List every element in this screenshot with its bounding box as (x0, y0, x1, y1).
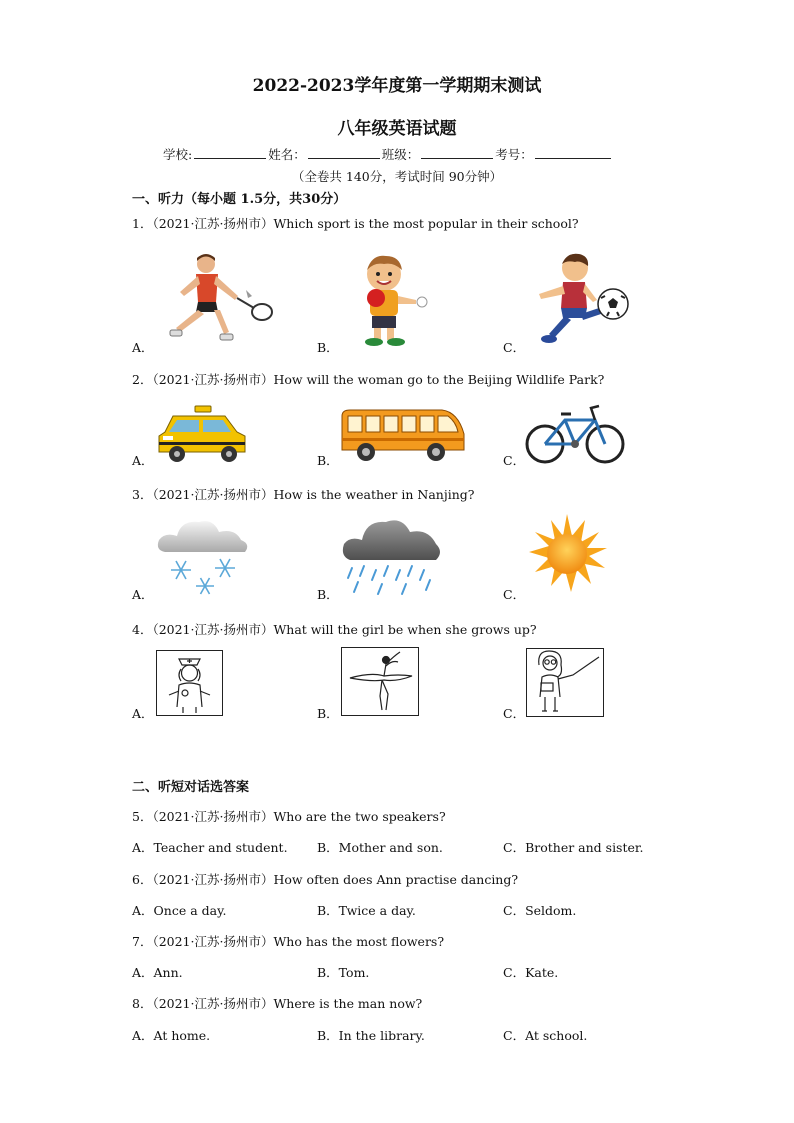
q2-option-c-label: C． (503, 453, 526, 468)
question-5: 5．（2021·江苏·扬州市）Who are the two speakers? (132, 809, 446, 824)
name-label: 姓名： (268, 147, 306, 162)
name-field[interactable] (308, 145, 380, 159)
q2-option-a-label: A． (132, 453, 154, 468)
q5-option-c[interactable]: C．Brother and sister. (503, 840, 644, 855)
q1-option-a-label: A． (132, 340, 154, 355)
nurse-frame (156, 650, 223, 716)
q2-option-b-label: B． (317, 453, 339, 468)
ballet-dancer-frame (341, 647, 419, 716)
q3-option-c-label: C． (503, 587, 526, 602)
exam-note: （全卷共 140分，考试时间 90分钟） (291, 169, 503, 184)
question-7: 7．（2021·江苏·扬州市）Who has the most flowers? (132, 934, 445, 949)
number-label: 考号： (495, 147, 533, 162)
table-tennis-boy-icon (350, 252, 430, 348)
q3-option-a-label: A． (132, 587, 154, 602)
q3-option-b-label: B． (317, 587, 339, 602)
question-2: 2．（2021·江苏·扬州市）How will the woman go to the Beijing Wildlife Park? (132, 372, 605, 387)
q8-option-a[interactable]: A．At home. (132, 1028, 211, 1043)
student-info-line (163, 145, 613, 163)
ballet-dancer-drawing-icon (342, 648, 418, 715)
question-3: 3．（2021·江苏·扬州市）How is the weather in Nanjing? (132, 487, 475, 502)
nurse-drawing-icon (157, 651, 222, 715)
q7-option-b[interactable]: B．Tom. (317, 965, 370, 980)
bus-icon (338, 408, 466, 464)
q1-option-c-label: C． (503, 340, 526, 355)
class-field[interactable] (421, 145, 493, 159)
teacher-drawing-icon (527, 649, 603, 716)
class-label: 班级： (381, 147, 420, 162)
rain-cloud-icon (340, 514, 444, 600)
football-boy-icon (525, 252, 630, 348)
section-dialogue-title: 二、听短对话选答案 (132, 780, 250, 795)
number-field[interactable] (535, 145, 611, 159)
badminton-player-icon (158, 252, 276, 344)
question-4: 4．（2021·江苏·扬州市）What will the girl be when she grows up? (132, 622, 537, 637)
question-6: 6．（2021·江苏·扬州市）How often does Ann practise dancing? (132, 872, 519, 887)
teacher-frame (526, 648, 604, 717)
question-8: 8．（2021·江苏·扬州市）Where is the man now? (132, 996, 423, 1011)
q5-option-b[interactable]: B．Mother and son. (317, 840, 443, 855)
q7-option-a[interactable]: A．Ann. (132, 965, 183, 980)
q5-option-a[interactable]: A．Teacher and student. (132, 840, 288, 855)
exam-title: 2022-2023学年度第一学期期末测试 (252, 76, 542, 96)
q7-option-c[interactable]: C．Kate. (503, 965, 559, 980)
q1-option-b-label: B． (317, 340, 339, 355)
taxi-icon (155, 404, 249, 464)
exam-subtitle: 八年级英语试题 (337, 119, 457, 139)
bicycle-icon (525, 402, 625, 466)
school-field[interactable] (194, 145, 266, 159)
school-label: 学校: (163, 147, 193, 162)
q4-option-b-label: B． (317, 706, 339, 721)
q6-option-c[interactable]: C．Seldom. (503, 903, 577, 918)
q4-option-c-label: C． (503, 706, 526, 721)
section-listening-title: 一、听力（每小题 1.5分，共30分） (132, 192, 347, 207)
q6-option-a[interactable]: A．Once a day. (132, 903, 227, 918)
q8-option-b[interactable]: B．In the library. (317, 1028, 425, 1043)
question-1: 1．（2021·江苏·扬州市）Which sport is the most popular in their school? (132, 216, 579, 231)
snowy-cloud-icon (155, 514, 251, 600)
sun-icon (527, 514, 607, 594)
q6-option-b[interactable]: B．Twice a day. (317, 903, 416, 918)
q4-option-a-label: A． (132, 706, 154, 721)
q8-option-c[interactable]: C．At school. (503, 1028, 588, 1043)
